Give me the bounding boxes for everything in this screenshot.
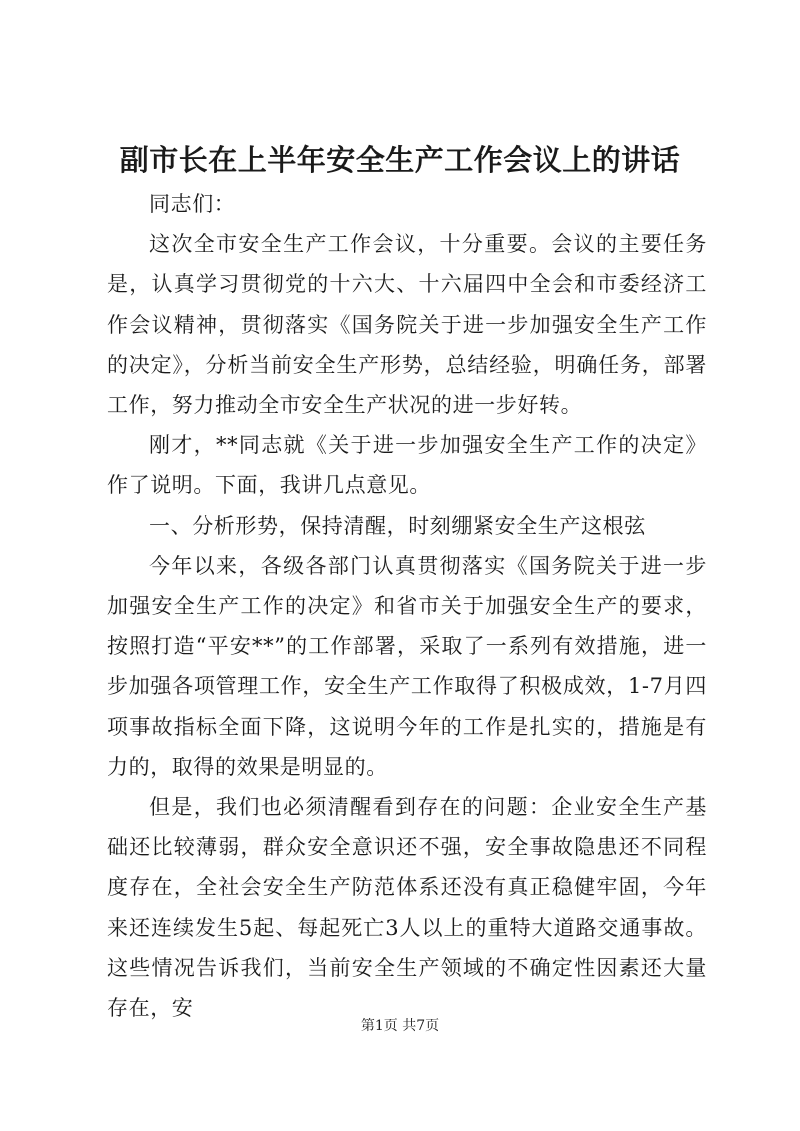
page-footer: 第1页 共7页 [360,1018,440,1034]
document-body [107,184,707,1028]
document-title: 副市长在上半年安全生产工作会议上的讲话 [119,143,681,177]
section-heading: 一、分析形势，保持清醒，时刻绷紧安全生产这根弦 [149,513,646,538]
body-paragraph: 这次全市安全生产工作会议，十分重要。会议的主要任务是，认真学习贯彻党的十六大、十六届四中全会和市委经济工作会议精神，贯彻落实《国务院关于进一步加强安全生产工作的决定》，分析当前安全生产形势，总结经验，明确任务，部署工作，努力推动全市安全生产状况的进一步好转。 [107,232,707,418]
salutation-paragraph: 同志们： [149,192,236,216]
body-paragraph: 但是，我们也必须清醒看到存在的问题：企业安全生产基础还比较薄弱，群众安全意识还不强，安全事故隐患还不同程度存在，全社会安全生产防范体系还没有真正稳健牢固，今年来还连续发生5起、每起死亡3人以上的重特大道路交通事故。这些情况告诉我们，当前安全生产领域的不确定性因素还大量存在，安 [107,795,707,1021]
body-paragraph: 刚才，**同志就《关于进一步加强安全生产工作的决定》作了说明。下面，我讲几点意见。 [107,433,707,498]
body-paragraph: 今年以来，各级各部门认真贯彻落实《国务院关于进一步加强安全生产工作的决定》和省市关于加强安全生产的要求，按照打造“平安**”的工作部署，采取了一系列有效措施，进一步加强各项管理工作，安全生产工作取得了积极成效，1-7月四项事故指标全面下降，这说明今年的工作是扎实的，措施是有力的，取得的效果是明显的。 [107,553,707,779]
